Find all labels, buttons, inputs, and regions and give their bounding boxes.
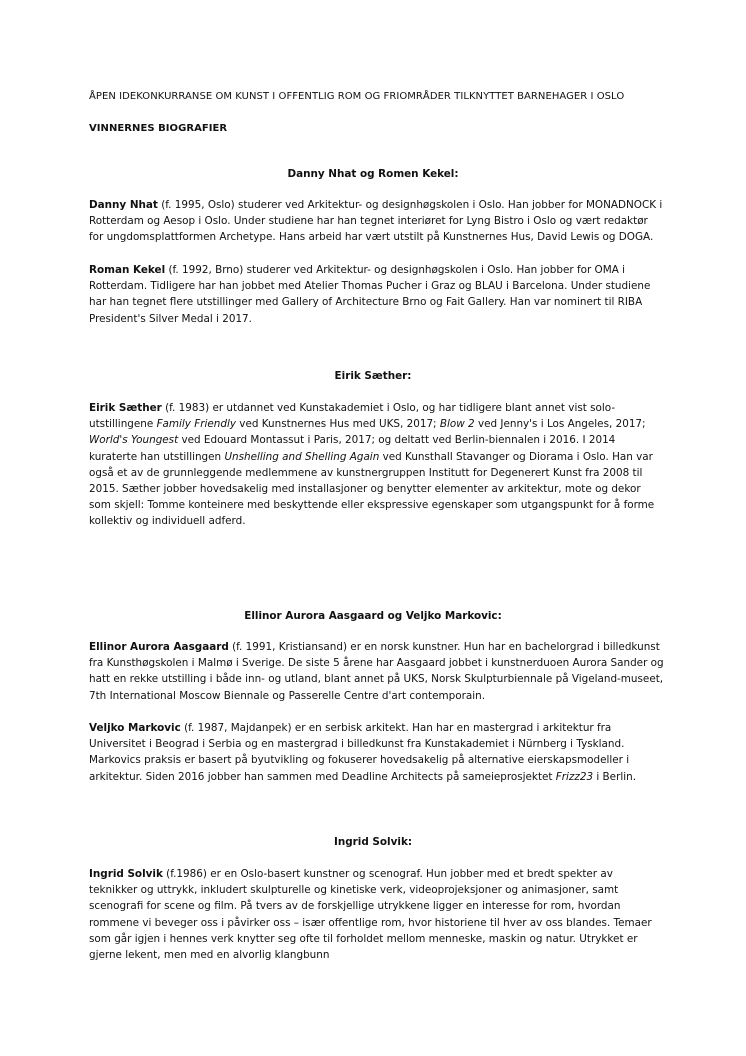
bio-eirik-saether: [89, 400, 664, 530]
section-title: VINNERNES BIOGRAFIER: [89, 123, 228, 134]
bio-name: Danny Nhat: [89, 199, 158, 211]
bio-name: Eirik Sæther: [89, 402, 162, 414]
bio-text: (f. 1987, Majdanpek) er en serbisk arkitekt. Han har en mastergrad i arkitektur fra Universitet i Beograd i Serbia og en mastergrad i billedkunst fra Kunstakademiet i Nürnberg i Tyskland. Markovics praksis er basert på byutvikling og fokuserer hovedsakelig på alternative eierskapsmodeller i arkitektur. Siden 2016 jobber han sammen med Deadline Architects på sameieprosjektet: [89, 722, 630, 783]
bio-name: Roman Kekel: [89, 264, 166, 276]
bio-name: Ellinor Aurora Aasgaard: [89, 641, 229, 653]
work-title: Family Friendly: [156, 418, 236, 431]
work-title: Blow 2: [439, 418, 475, 431]
bio-name: Ingrid Solvik: [89, 868, 163, 880]
bio-danny-nhat: [89, 197, 664, 246]
bio-text: (f. 1991, Kristiansand) er en norsk kunstner. Hun har en bachelorgrad i billedkunst fra Kunsthøgskolen i Malmø i Sverige. De siste 5 årene har Aasgaard jobbet i kunstnerduoen Aurora Sander og hatt en rekke utstilling i både inn- og utland, blant annet på UKS, Norsk Skulpturbiennale på Vigeland-museet, 7th International Moscow Biennale og Passerelle Centre d'art contemporain.: [89, 641, 664, 702]
work-title: Unshelling and Shelling Again: [224, 450, 380, 463]
work-title: World's Youngest: [89, 434, 179, 447]
document-title: ÅPEN IDEKONKURRANSE OM KUNST I OFFENTLIG ROM OG FRIOMRÅDER TILKNYTTET BARNEHAGER I OSLO: [89, 91, 625, 102]
group-heading-eirik: Eirik Sæther:: [334, 370, 412, 382]
group-heading-ellinor-veljko: Ellinor Aurora Aasgaard og Veljko Markovic:: [244, 610, 502, 622]
bio-text: ved Jenny's i Los Angeles, 2017;: [474, 418, 646, 431]
work-title: Frizz23: [555, 770, 594, 783]
bio-text: (f.1986) er en Oslo-basert kunstner og scenograf. Hun jobber med et bredt spekter av teknikker og uttrykk, inkludert skulpturelle og kinetiske verk, videoprojeksjoner og animasjoner, samt scenografi for scene og film. På tvers av de forskjellige utrykkene ligger en interesse for rom, hvordan rommene vi beveger oss i påvirker oss – især offentlige rom, hvor historiene til hver av oss blandes. Temaer som går igjen i hennes verk knytter seg ofte til forholdet mellom menneske, maskin og natur. Utrykket er gjerne lekent, men med en alvorlig klangbunn: [89, 868, 652, 962]
bio-ellinor-aasgaard: [89, 639, 664, 704]
bio-name: Veljko Markovic: [89, 722, 181, 734]
bio-veljko-markovic: [89, 720, 664, 785]
bio-text: (f. 1992, Brno) studerer ved Arkitektur- og designhøgskolen i Oslo. Han jobber for OMA i Rotterdam. Tidligere har han jobbet med Atelier Thomas Pucher i Graz og BLAU i Barcelona. Under studiene har han tegnet flere utstillinger med Gallery of Architecture Brno og Fait Gallery. Han var nominert til RIBA President's Silver Medal i 2017.: [89, 264, 651, 325]
bio-text: ved Edouard Montassut i Paris, 2017; og deltatt ved Berlin-biennalen i 2016. I 2014 kuraterte han utstillingen: [89, 434, 616, 463]
bio-text: (f. 1983) er utdannet ved Kunstakademiet i Oslo, og har tidligere blant annet vist solo-utstillingene: [89, 402, 616, 431]
bio-text: (f. 1995, Oslo) studerer ved Arkitektur- og designhøgskolen i Oslo. Han jobber for MONADNOCK i Rotterdam og Aesop i Oslo. Under studiene har han tegnet interiøret for Lyng Bistro i Oslo og vært redaktør for ungdomsplattformen Archetype. Hans arbeid har vært utstilt på Kunstnernes Hus, David Lewis og DOGA.: [89, 199, 663, 244]
bio-ingrid-solvik: [89, 866, 664, 963]
bio-roman-kekel: [89, 262, 664, 327]
bio-text: ved Kunsthall Stavanger og Diorama i Oslo. Han var også et av de grunnleggende medlemmene av kunstnergruppen Institutt for Degenerert Kunst fra 2008 til 2015. Sæther jobber hovedsakelig med installasjoner og benytter elementer av arkitektur, mote og dekor som skjell: Tomme konteinere med beskyttende eller ekspressive egenskaper som utgangspunkt for å forme kollektiv og individuell adferd.: [89, 450, 655, 528]
bio-text: i Berlin.: [593, 770, 637, 783]
group-heading-ingrid: Ingrid Solvik:: [333, 836, 413, 848]
bio-text: ved Kunstnernes Hus med UKS, 2017;: [236, 418, 440, 431]
group-heading-danny-romen: Danny Nhat og Romen Kekel:: [287, 168, 459, 180]
